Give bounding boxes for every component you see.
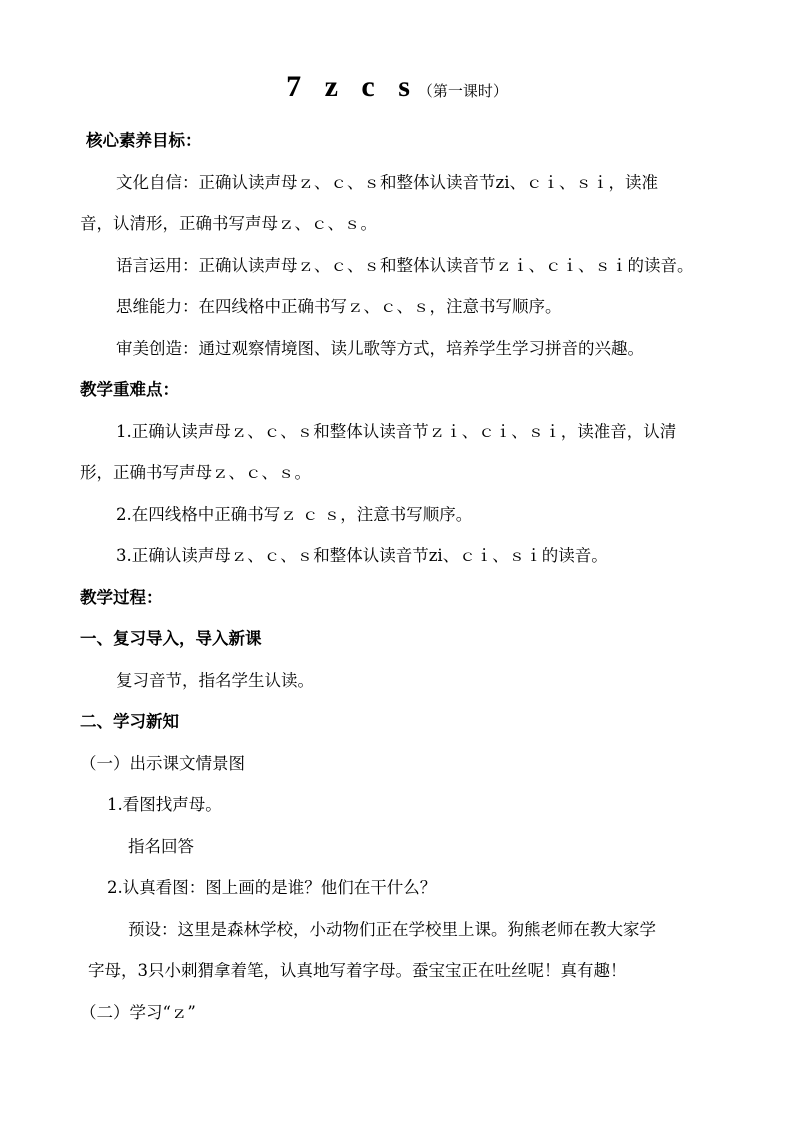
paragraph-line: 语言运用：正确认读声母ｚ、ｃ、ｓ和整体认读音节ｚｉ、ｃｉ、ｓｉ的读音。 <box>116 256 694 275</box>
paragraph-line: 音，认清形，正确书写声母ｚ、ｃ、ｓ。 <box>80 214 377 233</box>
paragraph-line: 形，正确书写声母ｚ、ｃ、ｓ。 <box>80 463 311 482</box>
section-heading-core-goals: 核心素养目标： <box>86 131 202 150</box>
section-heading-process: 教学过程： <box>80 588 163 607</box>
paragraph-line: 指名回答 <box>128 837 194 856</box>
paragraph-line: 复习音节，指名学生认读。 <box>116 671 314 690</box>
paragraph-line: 文化自信：正确认读声母ｚ、ｃ、ｓ和整体认读音节zi、ｃｉ、ｓｉ，读准 <box>116 173 658 192</box>
paragraph-line: 2.认真看图：图上画的是谁？他们在干什么？ <box>107 878 437 897</box>
section-heading-new-knowledge: 二、学习新知 <box>80 712 179 731</box>
paragraph-line: 思维能力：在四线格中正确书写ｚ、ｃ、ｓ，注意书写顺序。 <box>116 297 562 316</box>
paragraph-line: 1.正确认读声母ｚ、ｃ、ｓ和整体认读音节ｚｉ、ｃｉ、ｓｉ，读准音，认清 <box>116 422 677 441</box>
paragraph-line: 1.看图找声母。 <box>107 795 222 814</box>
subsection-heading: （二）学习“ｚ” <box>80 1003 196 1022</box>
section-heading-review: 一、复习导入，导入新课 <box>80 629 262 648</box>
paragraph-line: 3.正确认读声母ｚ、ｃ、ｓ和整体认读音节zi、ｃｉ、ｓｉ的读音。 <box>116 546 608 565</box>
paragraph-line: 字母，3只小刺猬拿着笔，认真地写着字母。蚕宝宝正在吐丝呢！真有趣！ <box>88 961 627 980</box>
section-heading-key-points: 教学重难点： <box>80 380 179 399</box>
subsection-heading: （一）出示课文情景图 <box>80 754 245 773</box>
lesson-title <box>0 70 794 104</box>
lesson-title-sub: （第一课时） <box>417 82 508 100</box>
paragraph-line: 审美创造：通过观察情境图、读儿歌等方式，培养学生学习拼音的兴趣。 <box>116 339 644 358</box>
paragraph-line: 预设：这里是森林学校，小动物们正在学校里上课。狗熊老师在教大家学 <box>128 920 656 939</box>
lesson-title-main: 7 z c s <box>286 70 418 103</box>
paragraph-line: 2.在四线格中正确书写ｚ ｃ ｓ，注意书写顺序。 <box>116 505 473 524</box>
